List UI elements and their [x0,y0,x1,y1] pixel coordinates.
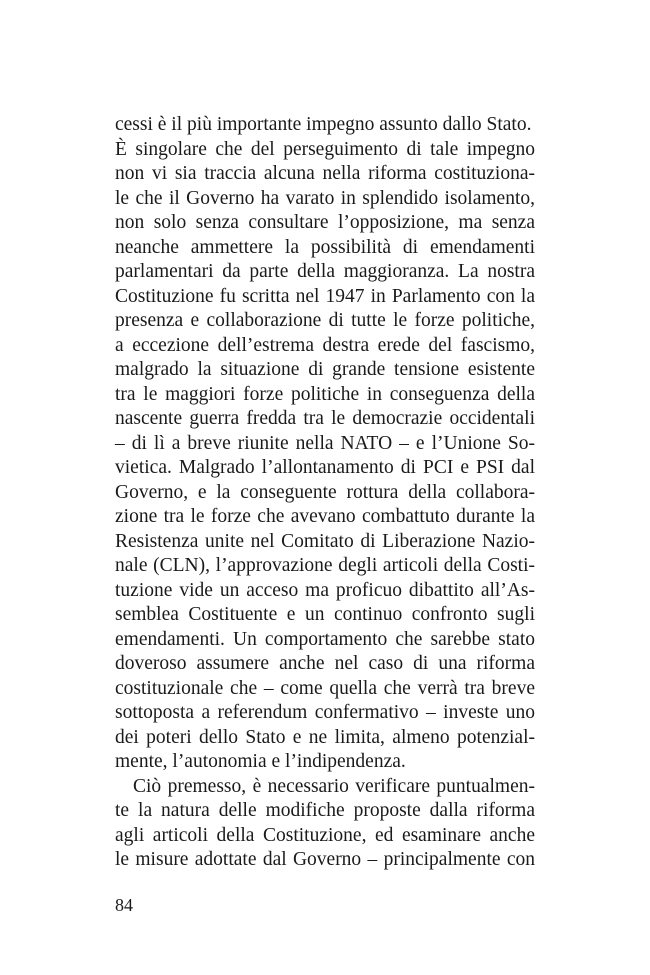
text-line: agli articoli della Costituzione, ed esaminare anche [115,824,535,846]
text-line: sottoposta a referendum confermativo – investe uno [115,702,535,723]
body-text [115,113,535,873]
text-line: tra le maggiori forze politiche in conseguenza della [115,383,535,405]
text-line: È singolare che del perseguimento di tale impegno [115,138,535,160]
text-line: zione tra le forze che avevano combattuto durante la [115,506,535,527]
text-line: a eccezione dell’estrema destra erede del fascismo, [115,334,535,356]
text-line: cessi è il più importante impegno assunto dallo Stato. [115,114,532,135]
text-line: – di lì a breve riunite nella NATO – e l’Unione So- [115,432,535,454]
text-line: non solo senza consultare l’opposizione, ma senza [115,212,535,233]
text-line: nale (CLN), l’approvazione degli articoli della Costi- [115,555,535,576]
page-number: 84 [115,895,133,915]
text-line: Costituzione fu scritta nel 1947 in Parlamento con la [115,285,535,307]
text-line: parlamentari da parte della maggioranza. La nostra [115,261,535,282]
text-line: presenza e collaborazione di tutte le forze politiche, [115,310,535,331]
text-line: te la natura delle modifiche proposte dalla riforma [115,800,535,821]
text-line: le che il Governo ha varato in splendido isolamento, [115,187,535,209]
text-line: dei poteri dello Stato e ne limita, almeno potenzial- [115,726,535,748]
text-line: neanche ammettere la possibilità di emendamenti [115,236,535,258]
text-line: malgrado la situazione di grande tensione esistente [115,359,535,380]
text-line: semblea Costituente e un continuo confronto sugli [115,604,535,625]
text-line: le misure adottate dal Governo – principalmente con [115,849,535,870]
text-line: Resistenza unite nel Comitato di Liberazione Nazio- [115,530,535,552]
text-line: Governo, e la conseguente rottura della collabora- [115,481,535,503]
text-line: doveroso assumere anche nel caso di una riforma [115,653,535,674]
text-line: non vi sia traccia alcuna nella riforma costituziona- [115,163,535,184]
text-line: vietica. Malgrado l’allontanamento di PCI e PSI dal [115,457,535,478]
text-line: mente, l’autonomia e l’indipendenza. [115,751,406,772]
text-line: emendamenti. Un comportamento che sarebbe stato [115,628,535,650]
text-line: Ciò premesso, è necessario verificare puntualmen- [133,775,535,797]
text-line: costituzionale che – come quella che verrà tra breve [115,677,535,699]
text-line: nascente guerra fredda tra le democrazie occidentali [115,408,535,429]
text-line: tuzione vide un acceso ma proficuo dibattito all’As- [115,579,535,601]
